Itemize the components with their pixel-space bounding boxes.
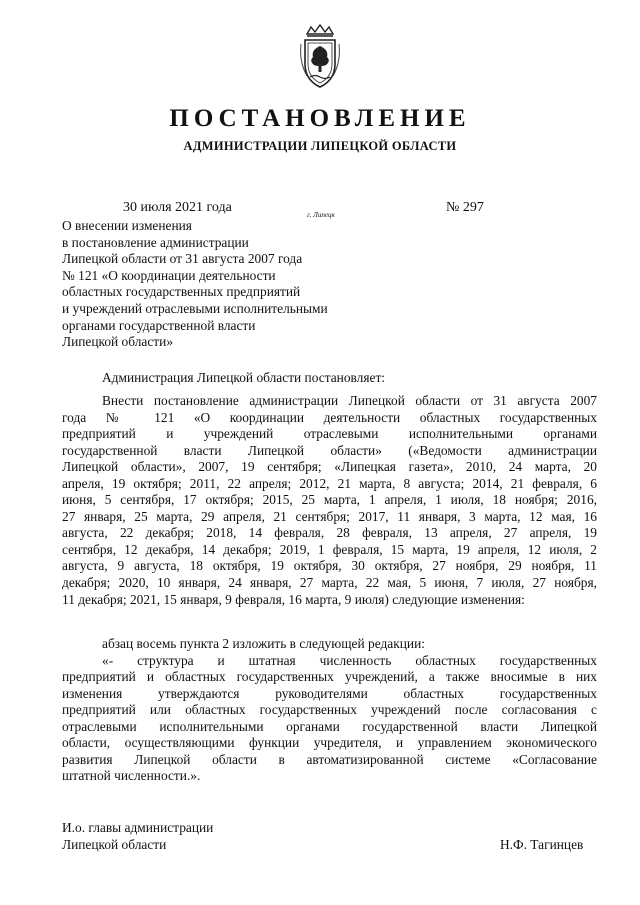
document-subtitle: АДМИНИСТРАЦИИ ЛИПЕЦКОЙ ОБЛАСТИ: [183, 139, 457, 153]
subject-line: Липецкой области от 31 августа 2007 года: [62, 251, 303, 267]
document-title: ПОСТАНОВЛЕНИЕ: [169, 105, 471, 132]
subject-line: Липецкой области»: [62, 334, 174, 350]
subject-line: органами государственной власти: [62, 317, 256, 333]
paragraph-line: июня, 5 сентября, 17 октября; 2015, 25 марта, 1 апреля, 1 июля, 18 ноября; 2016,: [62, 492, 597, 508]
paragraph-line: декабря; 2020, 10 января, 24 января, 27 марта, 22 мая, 5 июня, 7 июля, 27 ноября,: [62, 575, 597, 591]
paragraph-line: предприятий и учреждений отраслевыми исполнительными органами: [62, 426, 597, 442]
document-number: № 297: [446, 200, 484, 215]
signatory-name: Н.Ф. Тагинцев: [500, 837, 584, 852]
signatory-position: [62, 819, 213, 853]
lipetsk-coat-of-arms-icon: [298, 24, 342, 90]
subject-line: № 121 «О координации деятельности: [62, 267, 276, 283]
subject-line: О внесении изменения: [62, 218, 192, 233]
paragraph-line: сентября, 12 декабря, 14 декабря; 2019, 1 февраля, 15 марта, 19 апреля, 12 июля, 2: [62, 541, 597, 557]
paragraph-line: августа, 9 августа, 18 октября, 19 октября, 30 октября, 27 ноября, 29 ноября, 11: [62, 558, 597, 574]
main-paragraph: [62, 393, 597, 608]
amendment-paragraph: [62, 636, 597, 785]
preamble: Администрация Липецкой области постановляет:: [102, 370, 386, 385]
paragraph-line: апреля, 19 октября; 2011, 22 апреля; 2012, 21 марта, 8 августа; 2014, 21 февраля, 6: [62, 475, 597, 491]
paragraph-line: предприятий и областных государственных учреждений, а также вносимые в них: [62, 669, 597, 685]
signatory-position-line: Липецкой области: [62, 837, 167, 852]
paragraph-line: государственной власти Липецкой области» («Ведомости администрации: [62, 442, 597, 458]
paragraph-line: предприятий или областных государственных учреждений после согласования с: [62, 702, 597, 718]
paragraph-line: области, осуществляющими функции учредителя, и управлением экономического: [62, 735, 597, 751]
paragraph-line: отраслевыми исполнительными органами государственной власти Липецкой: [62, 718, 597, 734]
paragraph-line: абзац восемь пункта 2 изложить в следующей редакции:: [102, 636, 425, 651]
paragraph-line: 27 января, 25 марта, 29 апреля, 21 сентября; 2017, 11 января, 3 марта, 12 мая, 16: [62, 508, 597, 524]
paragraph-line: изменения утверждаются руководителями областных государственных: [62, 685, 597, 701]
subject-line: в постановление администрации: [62, 234, 249, 250]
document-date: 30 июля 2021 года: [123, 200, 232, 215]
signatory-position-line: И.о. главы администрации: [62, 820, 214, 835]
paragraph-line: штатной численности.».: [62, 768, 201, 784]
paragraph-line: «- структура и штатная численность областных государственных: [102, 652, 597, 668]
subject-line: областных государственных предприятий: [62, 284, 301, 300]
subject-line: и учреждений отраслевыми исполнительными: [62, 300, 328, 316]
paragraph-line: года № 121 «О координации деятельности областных государственных: [62, 409, 597, 425]
paragraph-line: 11 декабря; 2021, 15 января, 9 февраля, 16 марта, 9 июля) следующие изменения:: [62, 591, 525, 607]
paragraph-line: Внести постановление администрации Липецкой области от 31 августа 2007: [102, 393, 597, 408]
document-city: г. Липецк: [307, 211, 335, 219]
paragraph-line: Липецкой области», 2007, 19 сентября; «Липецкая газета», 2010, 24 марта, 20: [62, 459, 597, 475]
document-subject: [62, 218, 382, 351]
paragraph-line: развития Липецкой области в автоматизированной системе «Согласование: [62, 751, 597, 767]
paragraph-line: августа, 22 декабря; 2018, 14 февраля, 28 февраля, 13 апреля, 27 апреля, 19: [62, 525, 597, 541]
